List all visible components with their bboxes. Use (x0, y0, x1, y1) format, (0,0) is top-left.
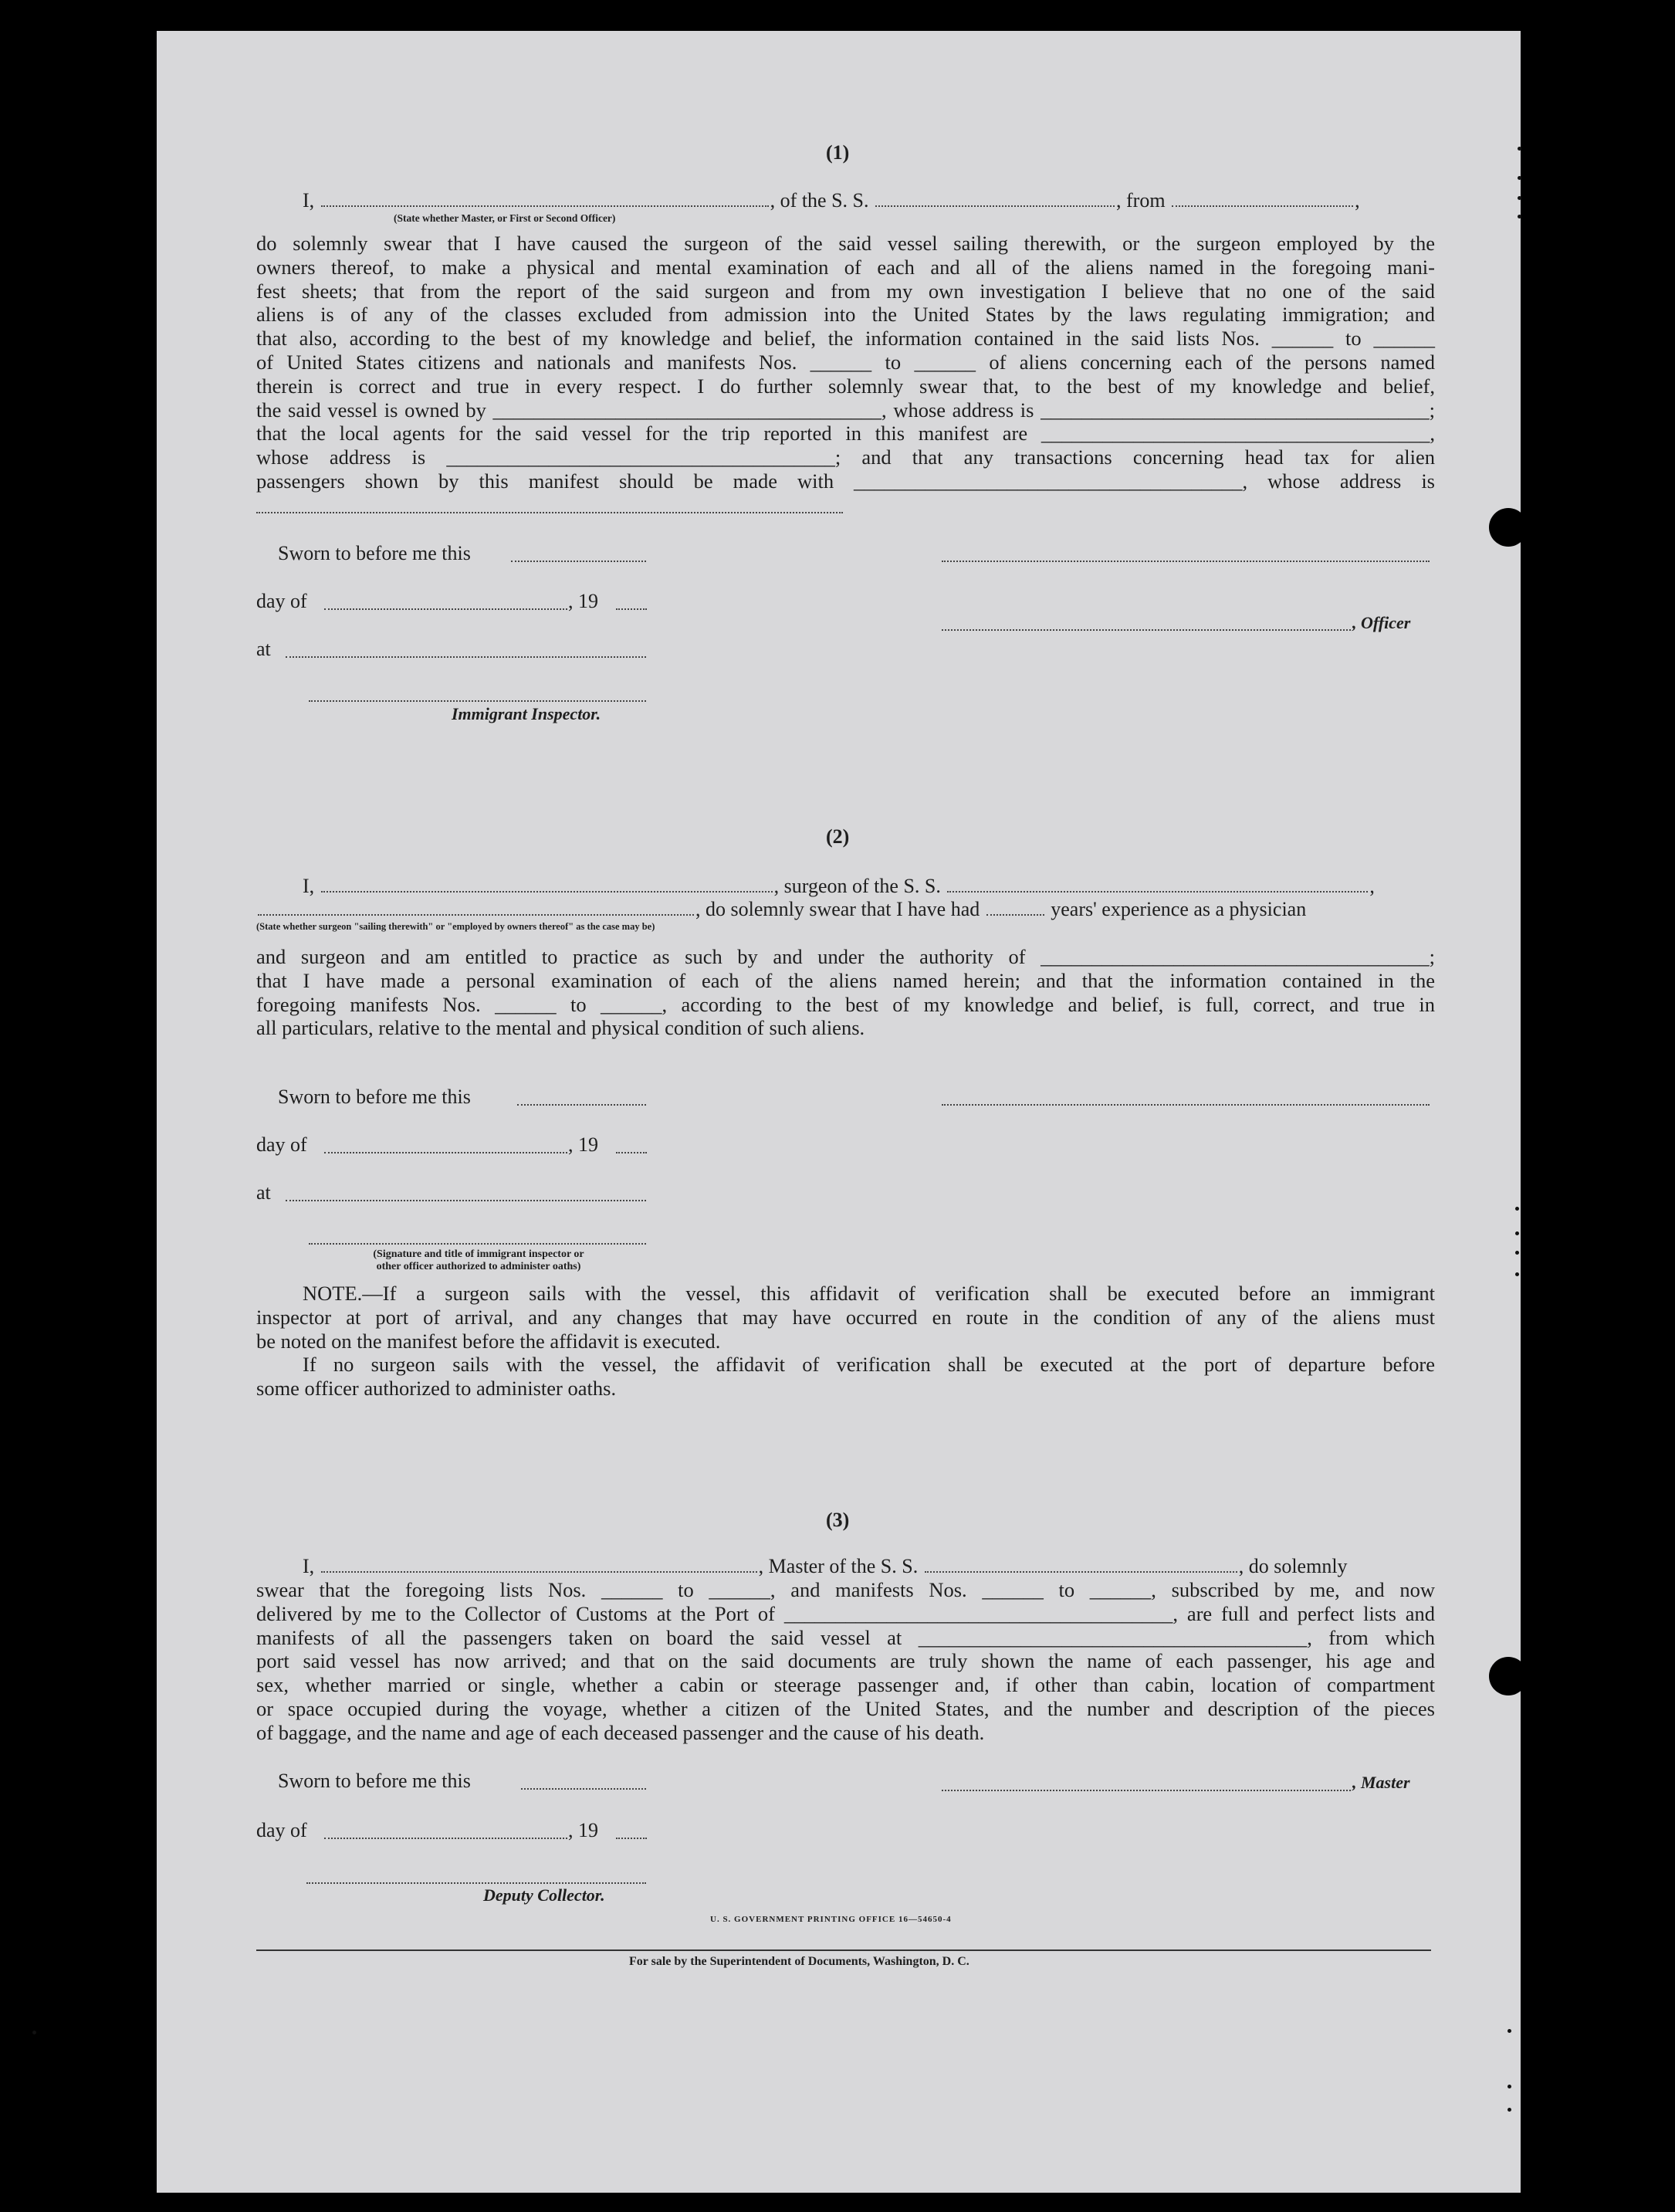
section-2-line1 (303, 875, 1375, 898)
officer-caption: (State whether Master, or First or Second Officer) (394, 212, 616, 224)
printing-office-imprint: U. S. GOVERNMENT PRINTING OFFICE 16—54650-4 (710, 1915, 952, 1924)
paragraph-line: do solemnly swear that I have caused the surgeon of the said vessel sailing therewith, or the surgeon employed by the (256, 232, 1435, 255)
line-end-comma: , (1369, 875, 1375, 897)
year-label: , 19 (568, 1819, 598, 1841)
year-blank[interactable] (616, 608, 647, 610)
section-1-i: I, (303, 189, 315, 212)
do-solemnly-label: , do solemnly (1238, 1555, 1348, 1577)
surgeon-signature-line[interactable] (942, 1104, 1430, 1106)
at-label: at (256, 638, 271, 660)
section-1-number: (1) (826, 141, 850, 164)
year-blank[interactable] (616, 1838, 647, 1839)
paragraph-line: of United States citizens and nationals and manifests Nos. ______ to ______ of aliens concerning each of the persons named (256, 350, 1435, 374)
paragraph-line: or space occupied during the voyage, whether a citizen of the United States, and the number and description of the pieces (256, 1696, 1435, 1720)
paragraph-line: sex, whether married or single, whether a cabin or steerage passenger and, if other than cabin, location of compartment (256, 1673, 1435, 1697)
deputy-caption: Deputy Collector. (483, 1885, 605, 1905)
section-2-line2 (256, 898, 1306, 921)
officer-caption: , Officer (1352, 613, 1411, 632)
speck (1518, 176, 1521, 180)
ship-name-blank[interactable] (875, 190, 1115, 207)
paragraph-line: all particulars, relative to the mental and physical condition of such aliens. (256, 1016, 865, 1040)
surgeon-status-blank[interactable] (258, 899, 694, 916)
address-continuation-blank[interactable] (256, 512, 843, 513)
section-2-number: (2) (826, 825, 850, 848)
speck (1508, 2085, 1511, 2088)
sworn-label: Sworn to before me this (278, 1086, 471, 1108)
month-blank[interactable] (324, 1838, 567, 1839)
paragraph-line: and surgeon and am entitled to practice as such by and under the authority of ______________________________________; (256, 945, 1435, 968)
paragraph-line: fest sheets; that from the report of the said surgeon and from my own investigation I believe that no one of the said (256, 279, 1435, 303)
officer-name-blank[interactable] (321, 190, 769, 207)
sig-caption-line-2: other officer authorized to administer oaths) (376, 1261, 581, 1272)
note-paragraph (256, 1282, 1435, 1401)
master-of-label: , Master of the S. S. (758, 1555, 919, 1577)
speck (1515, 1272, 1519, 1276)
month-blank[interactable] (324, 1152, 567, 1153)
speck (32, 2031, 36, 2034)
speck (1518, 147, 1521, 151)
master-caption: , Master (1352, 1773, 1410, 1792)
section-3-number: (3) (826, 1509, 850, 1531)
surgeon-of-label: , surgeon of the S. S. (773, 875, 941, 897)
speck (1508, 2029, 1511, 2033)
note-line: If no surgeon sails with the vessel, the affidavit of verification shall be executed at the port of departure before (303, 1353, 1435, 1377)
paragraph-line: aliens is of any of the classes excluded from admission into the United States by the laws regulating immigration; and (256, 303, 1435, 327)
master-name-blank[interactable] (321, 1556, 757, 1573)
note-line: inspector at port of arrival, and any changes that may have occurred en route in the condition of any of the aliens must (256, 1305, 1435, 1329)
paragraph-line: swear that the foregoing lists Nos. ______ to ______, and manifests Nos. ______ to ______, subscribed by me, and now (256, 1578, 1435, 1601)
section-3-line1 (303, 1555, 1348, 1578)
paragraph-line: delivered by me to the Collector of Customs at the Port of ______________________________________, are full and perfect lists and (256, 1601, 1435, 1625)
ship-name-blank-3[interactable] (925, 1556, 1237, 1573)
speck (1515, 1251, 1519, 1255)
speck (1518, 196, 1521, 200)
inspector-signature-line[interactable] (309, 700, 646, 702)
at-place-blank[interactable] (286, 1200, 646, 1201)
paragraph-line: port said vessel has now arrived; and that on the said documents are truly shown the name of each passenger, his age and (256, 1649, 1435, 1673)
section-1-paragraph (256, 232, 1435, 493)
speck (1508, 2108, 1511, 2112)
port-from-blank[interactable] (1172, 190, 1353, 207)
at-place-blank[interactable] (286, 656, 646, 658)
paragraph-line: of baggage, and the name and age of each deceased passenger and the cause of his death. (256, 1720, 985, 1744)
line-end-comma: , (1355, 189, 1360, 212)
master-signature-line[interactable] (942, 1790, 1351, 1791)
sworn-day-blank[interactable] (517, 1104, 646, 1106)
year-label: , 19 (568, 590, 598, 612)
sig-caption-line-1: (Signature and title of immigrant inspector or (373, 1248, 584, 1260)
officer-signature-line-2[interactable] (942, 629, 1351, 631)
paragraph-line: that the local agents for the said vessel for the trip reported in this manifest are ______________________________________, (256, 422, 1435, 445)
note-line (256, 1282, 1435, 1306)
year-label: , 19 (568, 1133, 598, 1156)
surgeon-name-blank[interactable] (321, 876, 773, 893)
at-label: at (256, 1181, 271, 1204)
sworn-label: Sworn to before me this (278, 542, 471, 564)
footer-rule (256, 1949, 1431, 1951)
note-line: some officer authorized to administer oaths. (256, 1377, 617, 1401)
section-2-i: I, (303, 875, 315, 897)
day-of-label: day of (256, 1133, 307, 1156)
section-3-paragraph (256, 1578, 1435, 1745)
year-blank[interactable] (616, 1152, 647, 1153)
deputy-signature-line[interactable] (306, 1882, 646, 1884)
sworn-day-blank[interactable] (521, 1788, 646, 1790)
section-1-line1 (303, 189, 1360, 212)
note-line: be noted on the manifest before the affidavit is executed. (256, 1329, 721, 1353)
sale-notice: For sale by the Superintendent of Documents, Washington, D. C. (629, 1955, 969, 1968)
inspector-caption: Immigrant Inspector. (452, 704, 601, 723)
sworn-day-blank[interactable] (511, 561, 646, 562)
note-label: NOTE. (303, 1282, 363, 1305)
paragraph-line: foregoing manifests Nos. ______ to ______, according to the best of my knowledge and belief, is full, correct, and true in (256, 992, 1435, 1016)
punch-hole-top (1489, 508, 1528, 547)
years-blank[interactable] (986, 899, 1044, 916)
paragraph-line: owners thereof, to make a physical and mental examination of each and all of the aliens named in the foregoing mani- (256, 255, 1435, 279)
day-of-label: day of (256, 1819, 307, 1841)
officer-signature-line-1[interactable] (942, 561, 1430, 562)
paragraph-line: that also, according to the best of my knowledge and belief, the information contained in the said lists Nos. ______ to ______ (256, 327, 1435, 351)
swear-label: , do solemnly swear that I have had (695, 898, 980, 920)
speck (1515, 1231, 1519, 1235)
from-label: , from (1116, 189, 1166, 212)
paragraph-line: therein is correct and true in every respect. I do further solemnly swear that, to the best of my knowledge and belief, (256, 374, 1435, 398)
ship-name-blank-2[interactable] (947, 876, 1368, 893)
month-blank[interactable] (324, 608, 567, 610)
punch-hole-bottom (1489, 1657, 1528, 1695)
paragraph-line: that I have made a personal examination of each of the aliens named herein; and that the information contained in the (256, 968, 1435, 992)
paragraph-line: the said vessel is owned by ______________________________________, whose address is ______________________________________; (256, 398, 1435, 422)
day-of-label: day of (256, 590, 307, 612)
speck (1518, 215, 1521, 218)
of-ss-label: , of the S. S. (770, 189, 869, 212)
section-3-i: I, (303, 1555, 315, 1577)
sworn-label: Sworn to before me this (278, 1770, 471, 1792)
signature-line[interactable] (309, 1243, 646, 1245)
paragraph-line: manifests of all the passengers taken on board the said vessel at ______________________________________, from which (256, 1625, 1435, 1649)
surgeon-caption: (State whether surgeon "sailing therewith" or "employed by owners thereof" as the case may be) (256, 921, 655, 932)
years-label: years' experience as a physician (1051, 898, 1307, 920)
section-2-paragraph (256, 945, 1435, 1040)
paragraph-line: whose address is ______________________________________; and that any transactions concerning head tax for alien (256, 445, 1435, 469)
note-text: —If a surgeon sails with the vessel, this affidavit of verification shall be executed before an immigrant (362, 1282, 1435, 1305)
paragraph-line: passengers shown by this manifest should be made with ______________________________________, whose address is (256, 469, 1435, 493)
speck (1515, 1207, 1519, 1211)
